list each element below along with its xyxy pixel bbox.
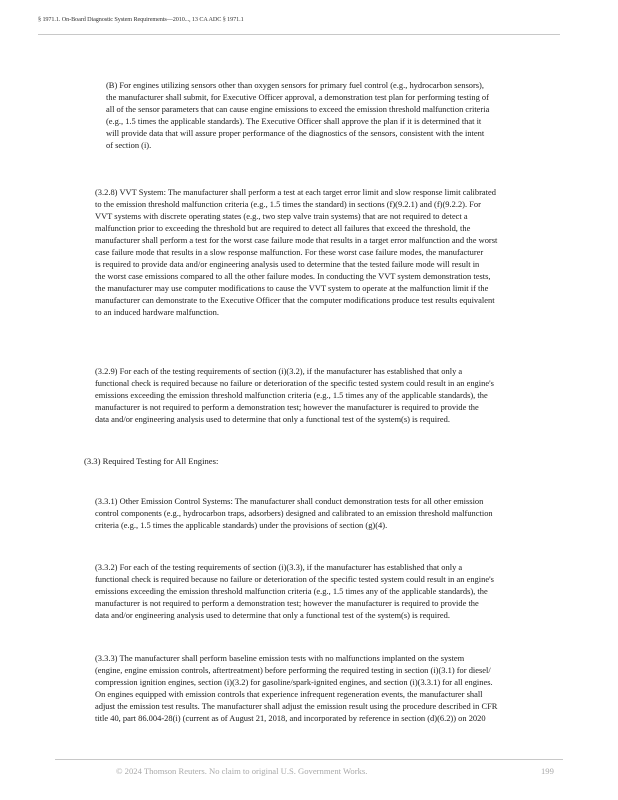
text-line: manufacturer shall perform a test for the worst case failure mode that results in a target error malfunction and the worst [95, 235, 498, 246]
copyright-notice: © 2024 Thomson Reuters. No claim to original U.S. Government Works. [116, 766, 368, 776]
paragraph-3-3-3-baseline-tests [95, 652, 571, 724]
running-header: § 1971.1. On-Board Diagnostic System Requirements—2010..., 13 CA ADC § 1971.1 [38, 16, 244, 23]
text-line: functional check is required because no failure or deterioration of the specific tested system could result in an engine's [95, 378, 494, 389]
text-line: of section (i). [106, 140, 152, 151]
paragraph-3-3-1-other-emission-controls [95, 495, 562, 531]
text-line: (engine, engine emission controls, aftertreatment) before performing the required testing in section (i)(3.1) for diesel/ [95, 665, 491, 676]
text-line: (3.2.9) For each of the testing requirements of section (i)(3.2), if the manufacturer has established that only a [95, 366, 463, 376]
text-line: data and/or engineering analysis used to determine that only a functional test of the system(s) is required. [95, 414, 450, 425]
paragraph-3-3-2-functional-check [95, 561, 561, 621]
text-line: all of the sensor parameters that can cause engine emissions to exceed the emission threshold malfunction criteria [106, 104, 490, 115]
text-line: to an induced hardware malfunction. [95, 307, 219, 318]
text-line: will provide data that will assure proper performance of the diagnostics of the sensors, consistent with the intent [106, 128, 485, 139]
text-line: data and/or engineering analysis used to determine that only a functional test of the system(s) is required. [95, 610, 450, 621]
text-line: On engines equipped with emission controls that experience infrequent regeneration events, the manufacturer shall [95, 689, 483, 700]
footer-divider [55, 759, 563, 760]
text-line: the manufacturer shall submit, for Executive Officer approval, a demonstration test plan for performing testing of [106, 92, 489, 103]
section-heading-3-3: (3.3) Required Testing for All Engines: [84, 456, 219, 466]
text-line: control components (e.g., hydrocarbon traps, adsorbers) designed and calibrated to an emission threshold malfunction [95, 508, 493, 519]
text-line: (3.3.1) Other Emission Control Systems: The manufacturer shall conduct demonstration tests for all other emission [95, 496, 484, 506]
text-line: case failure mode that results in a slow response malfunction. For these worst case failure modes, the manufacturer [95, 247, 484, 258]
text-line: (3.3.3) The manufacturer shall perform baseline emission tests with no malfunctions implanted on the system [95, 653, 465, 663]
text-line: the worst case emissions compared to all the other failure modes. In conducting the VVT system demonstration tests, [95, 271, 491, 282]
header-divider [38, 34, 560, 35]
text-line: compression ignition engines, section (i)(3.2) for gasoline/spark-ignited engines, and section (i)(3.3.1) for all engines. [95, 677, 493, 688]
text-line: (e.g., 1.5 times the applicable standards). The Executive Officer shall approve the plan if it is determined that it [106, 116, 482, 127]
text-line: to the emission threshold malfunction criteria (e.g., 1.5 times the standard) in sections (f)(9.2.1) and (f)(9.2.2). For [95, 199, 481, 210]
text-line: functional check is required because no failure or deterioration of the specific tested system could result in an engine's [95, 574, 494, 585]
text-line: malfunction prior to exceeding the threshold but are required to detect all failures that exceed the threshold, the [95, 223, 471, 234]
paragraph-3-2-9-functional-check [95, 365, 561, 425]
text-line: adjust the emission test results. The manufacturer shall adjust the emission result using the procedure described in CFR [95, 701, 498, 712]
paragraph-b-sensor-test-plan [106, 79, 561, 151]
text-line: (3.2.8) VVT System: The manufacturer shall perform a test at each target error limit and slow response limit calibrated [95, 187, 496, 197]
text-line: is required to provide data and/or engineering analysis used to determine that the tested failure mode will result in [95, 259, 480, 270]
text-line: the manufacturer may use computer modifications to cause the VVT system to operate at the malfunction limit if the [95, 283, 489, 294]
text-line: title 40, part 86.004-28(i) (current as of August 21, 2018, and incorporated by reference in section (d)(6.2)) on 2020 [95, 713, 486, 724]
paragraph-3-2-8-vvt-system [95, 186, 573, 319]
text-line: emissions exceeding the emission threshold malfunction criteria (e.g., 1.5 times any of the applicable standards), the [95, 390, 488, 401]
text-line: (3.3.2) For each of the testing requirements of section (i)(3.3), if the manufacturer has established that only a [95, 562, 463, 572]
text-line: VVT systems with discrete operating states (e.g., two step valve train systems) that are not required to detect a [95, 211, 468, 222]
text-line: manufacturer is not required to perform a demonstration test; however the manufacturer is required to provide the [95, 598, 479, 609]
page-number: 199 [541, 766, 554, 776]
text-line: manufacturer is not required to perform a demonstration test; however the manufacturer is required to provide the [95, 402, 479, 413]
text-line: criteria (e.g., 1.5 times the applicable standards) under the provisions of section (g)(4). [95, 520, 388, 531]
text-line: emissions exceeding the emission threshold malfunction criteria (e.g., 1.5 times any of the applicable standards), the [95, 586, 488, 597]
text-line: manufacturer can demonstrate to the Executive Officer that the computer modifications produce test results equivalent [95, 295, 495, 306]
text-line: (B) For engines utilizing sensors other than oxygen sensors for primary fuel control (e.g., hydrocarbon sensors), [106, 80, 484, 90]
